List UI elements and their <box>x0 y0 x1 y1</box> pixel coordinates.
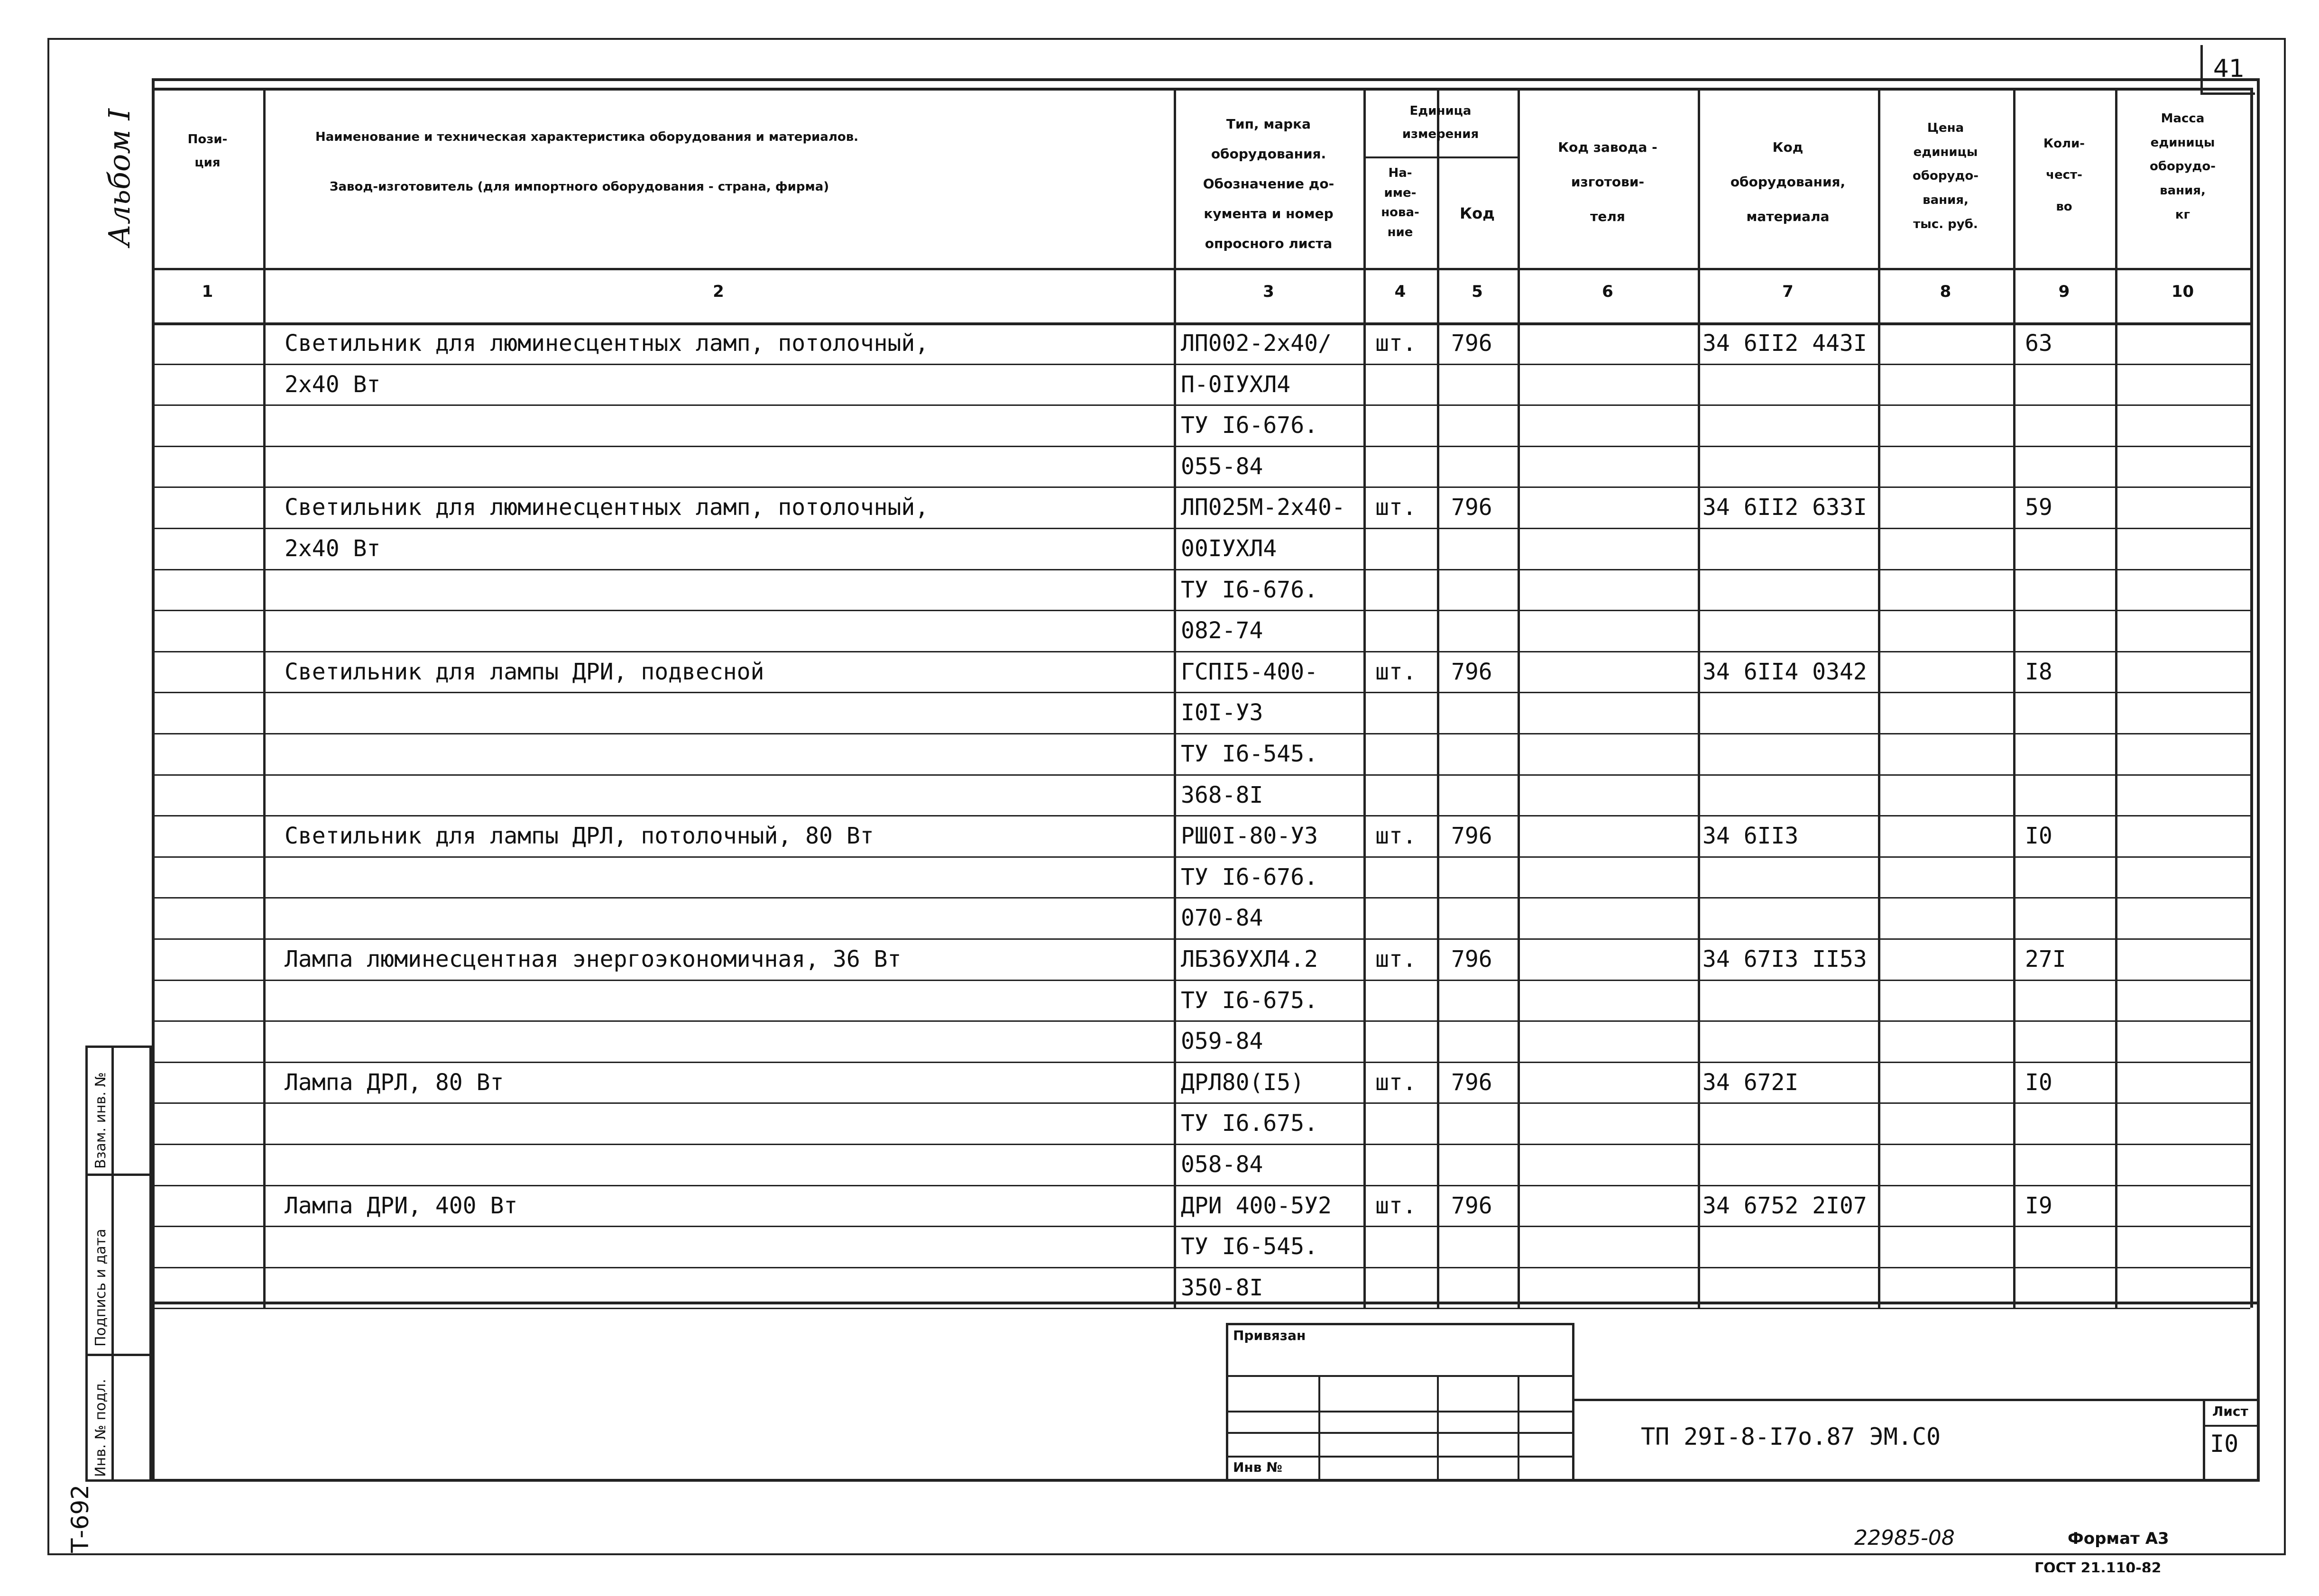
item-type: ТУ I6-676. <box>1181 576 1318 603</box>
header-unit-name: На- име- нова- ние <box>1381 166 1419 239</box>
item-type: 058-84 <box>1181 1151 1263 1178</box>
item-quantity: 27I <box>2025 946 2066 972</box>
column-number: 7 <box>1782 282 1794 301</box>
item-type: ТУ I6-676. <box>1181 863 1318 890</box>
privyazan-label: Привязан <box>1233 1328 1306 1343</box>
header-quantity: Коли- чест- во <box>2043 137 2085 214</box>
item-type: 059-84 <box>1181 1028 1263 1055</box>
item-unit: шт. <box>1375 1069 1417 1096</box>
item-name: 2х40 Вт <box>285 371 381 398</box>
item-type: ТУ I6.675. <box>1181 1110 1318 1137</box>
item-quantity: I0 <box>2025 1069 2052 1096</box>
item-quantity: 63 <box>2025 330 2052 357</box>
column-number: 9 <box>2058 282 2070 301</box>
item-type: I0I-У3 <box>1181 699 1263 726</box>
album-label: Альбом I <box>102 109 137 247</box>
item-unit: шт. <box>1375 494 1417 521</box>
item-type: ДРЛ80(I5) <box>1181 1069 1305 1096</box>
item-unit-code: 796 <box>1451 1192 1492 1219</box>
item-quantity: I0 <box>2025 823 2052 850</box>
item-name: Светильник для люминесцентных ламп, потолочный, <box>285 330 929 357</box>
item-name: Светильник для люминесцентных ламп, потолочный, <box>285 494 929 521</box>
item-name: Светильник для лампы ДРИ, подвесной <box>285 658 764 685</box>
item-equipment-code: 34 6II2 443I <box>1702 330 1867 357</box>
archive-code: Т-692 <box>66 1484 94 1553</box>
item-type: 082-74 <box>1181 617 1263 644</box>
item-type: РШ0I-80-У3 <box>1181 823 1318 850</box>
item-type: ЛП025М-2х40- <box>1181 494 1345 521</box>
header-type: Тип, марка оборудования. Обозначение до- кумента и номер опросного листа <box>1203 116 1334 251</box>
item-equipment-code: 34 6II2 633I <box>1702 494 1867 521</box>
column-number: 5 <box>1472 282 1483 301</box>
bottom-number: 22985-08 <box>1854 1526 1955 1550</box>
header-position: Пози- ция <box>187 132 228 170</box>
header-name-line2: Завод-изготовитель (для импортного оборудования - страна, фирма) <box>330 180 829 194</box>
header-unit: Единица измерения <box>1402 104 1479 142</box>
item-type: ГСПI5-400- <box>1181 658 1318 685</box>
item-type: 350-8I <box>1181 1274 1263 1301</box>
gost-label: ГОСТ 21.110-82 <box>2034 1560 2162 1572</box>
list-label: Лист <box>2212 1403 2248 1419</box>
item-quantity: I9 <box>2025 1192 2052 1219</box>
item-equipment-code: 34 6II3 <box>1702 823 1799 850</box>
header-name-line1: Наименование и техническая характеристика оборудования и материалов. <box>315 130 859 144</box>
item-type: П-0IУХЛ4 <box>1181 371 1291 398</box>
list-number: I0 <box>2210 1430 2239 1458</box>
item-type: ЛБ36УХЛ4.2 <box>1181 946 1318 972</box>
item-type: ТУ I6-676. <box>1181 412 1318 439</box>
item-name: Лампа люминесцентная энергоэкономичная, 36 Вт <box>285 946 902 972</box>
item-type: ТУ I6-545. <box>1181 741 1318 767</box>
item-type: ДРИ 400-5У2 <box>1181 1192 1332 1219</box>
sheet-corner-number: 41 <box>2200 45 2255 95</box>
item-unit: шт. <box>1375 823 1417 850</box>
item-unit-code: 796 <box>1451 1069 1492 1096</box>
document-code: ТП 29I-8-I7о.87 ЭМ.С0 <box>1641 1423 1941 1450</box>
item-type: 070-84 <box>1181 905 1263 932</box>
stamp-inv-podl: Инв. № подл. <box>92 1379 109 1477</box>
item-name: Лампа ДРЛ, 80 Вт <box>285 1069 504 1096</box>
item-quantity: I8 <box>2025 658 2052 685</box>
item-unit: шт. <box>1375 658 1417 685</box>
item-unit: шт. <box>1375 330 1417 357</box>
item-equipment-code: 34 6II4 0342 <box>1702 658 1867 685</box>
item-name: Светильник для лампы ДРЛ, потолочный, 80 Вт <box>285 823 874 850</box>
item-type: ТУ I6-545. <box>1181 1233 1318 1260</box>
column-number: 6 <box>1602 282 1613 301</box>
header-mass: Масса единицы оборудо- вания, кг <box>2149 111 2216 222</box>
header-equipment-code: Код оборудования, материала <box>1730 139 1846 224</box>
item-unit-code: 796 <box>1451 494 1492 521</box>
item-equipment-code: 34 67I3 II53 <box>1702 946 1867 972</box>
item-equipment-code: 34 672I <box>1702 1069 1799 1096</box>
column-number: 3 <box>1263 282 1274 301</box>
column-number: 10 <box>2171 282 2194 301</box>
format-label: Формат А3 <box>2068 1529 2169 1548</box>
item-type: 055-84 <box>1181 453 1263 480</box>
item-type: ЛП002-2х40/ <box>1181 330 1332 357</box>
column-number: 2 <box>713 282 724 301</box>
item-unit-code: 796 <box>1451 946 1492 972</box>
item-equipment-code: 34 6752 2I07 <box>1702 1192 1867 1219</box>
column-number: 8 <box>1940 282 1951 301</box>
item-type: 00IУХЛ4 <box>1181 535 1277 562</box>
inv-no-label: Инв № <box>1233 1459 1282 1475</box>
item-unit-code: 796 <box>1451 330 1492 357</box>
stamp-podpis: Подпись и дата <box>92 1229 109 1347</box>
column-number: 1 <box>202 282 213 301</box>
header-factory-code: Код завода - изготови- теля <box>1558 139 1657 224</box>
item-unit: шт. <box>1375 1192 1417 1219</box>
item-unit: шт. <box>1375 946 1417 972</box>
column-number: 4 <box>1394 282 1406 301</box>
stamp-vzam: Взам. инв. № <box>92 1072 109 1169</box>
item-type: 368-8I <box>1181 781 1263 808</box>
item-unit-code: 796 <box>1451 823 1492 850</box>
header-unit-code: Код <box>1460 204 1495 222</box>
item-type: ТУ I6-675. <box>1181 987 1318 1014</box>
item-name: Лампа ДРИ, 400 Вт <box>285 1192 518 1219</box>
item-name: 2х40 Вт <box>285 535 381 562</box>
header-price: Цена единицы оборудо- вания, тыс. руб. <box>1912 121 1979 231</box>
item-unit-code: 796 <box>1451 658 1492 685</box>
item-quantity: 59 <box>2025 494 2052 521</box>
